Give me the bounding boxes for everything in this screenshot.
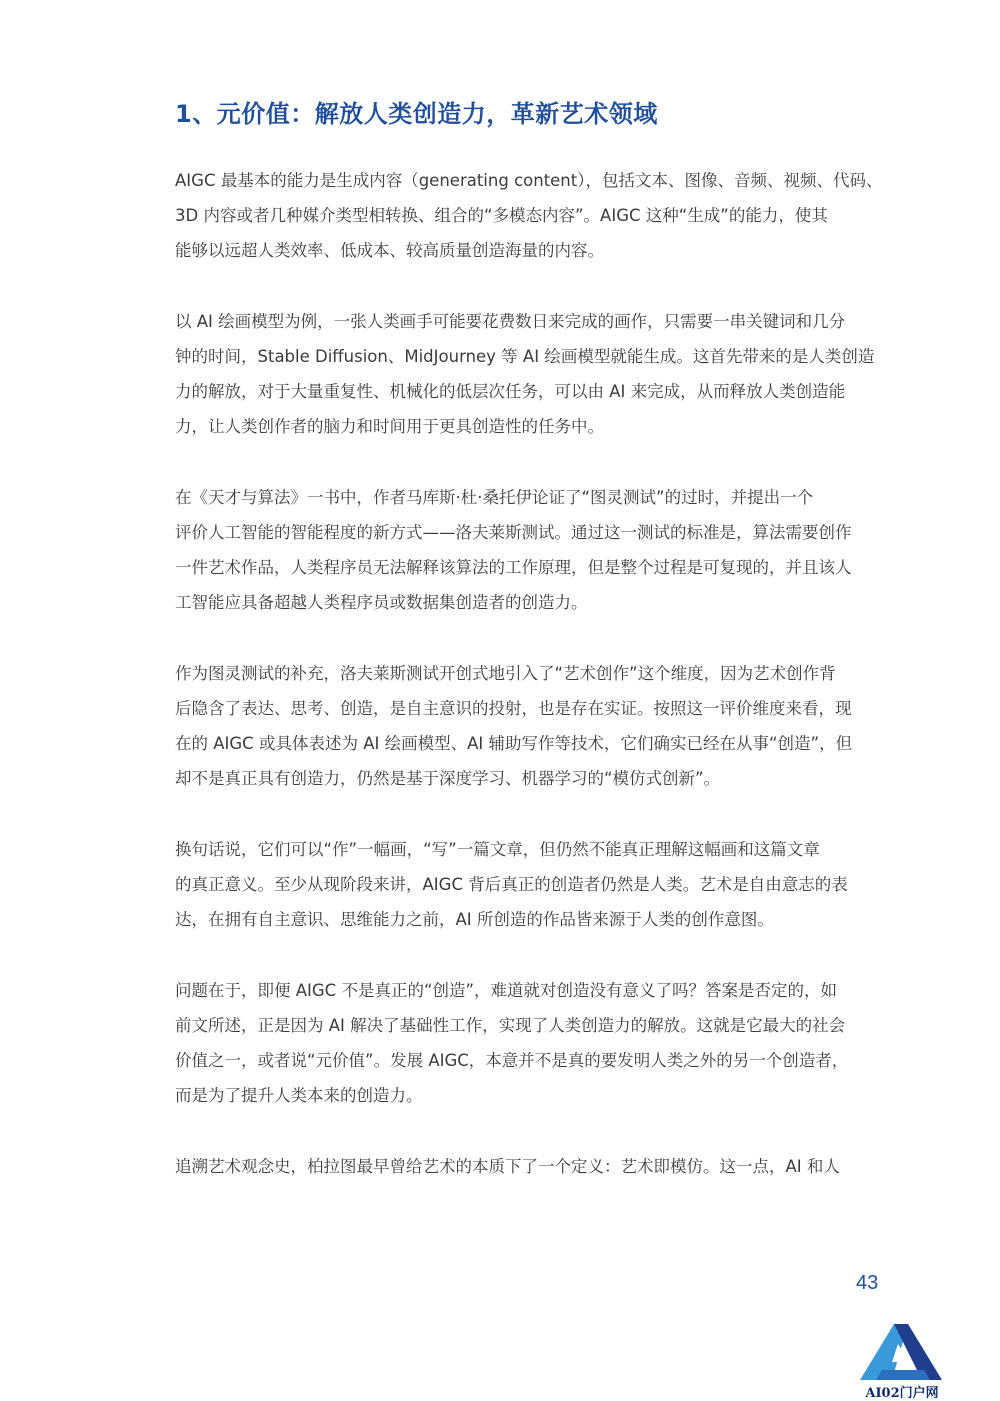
paragraph-7: [175, 1149, 913, 1184]
paragraph-line: 工智能应具备超越人类程序员或数据集创造者的创造力。: [175, 593, 588, 612]
paragraph-line: 3D 内容或者几种媒介类型相转换、组合的“多模态内容”。AIGC 这种“生成”的能力，使其: [175, 206, 828, 225]
paragraph-6: [175, 973, 913, 1113]
paragraph-2: [175, 304, 913, 444]
paragraph-line: 作为图灵测试的补充，洛夫莱斯测试开创式地引入了“艺术创作”这个维度，因为艺术创作背: [175, 664, 836, 683]
paragraph-1: [175, 163, 913, 268]
paragraph-line: 而是为了提升人类本来的创造力。: [175, 1086, 423, 1105]
paragraph-line: 换句话说，它们可以“作”一幅画，“写”一篇文章，但仍然不能真正理解这幅画和这篇文章: [175, 840, 820, 859]
paragraph-line: 评价人工智能的智能程度的新方式——洛夫莱斯测试。通过这一测试的标准是，算法需要创作: [175, 523, 852, 542]
paragraph-3: [175, 480, 913, 620]
paragraph-line: 前文所述，正是因为 AI 解决了基础性工作，实现了人类创造力的解放。这就是它最大的社会: [175, 1016, 846, 1035]
section-heading: 1、元价值：解放人类创造力，革新艺术领域: [175, 100, 658, 128]
paragraph-line: 达，在拥有自主意识、思维能力之前，AI 所创造的作品皆来源于人类的创作意图。: [175, 910, 774, 929]
paragraph-line: 以 AI 绘画模型为例，一张人类画手可能要花费数日来完成的画作，只需要一串关键词和几分: [175, 312, 846, 331]
paragraph-line: 却不是真正具有创造力，仍然是基于深度学习、机器学习的“模仿式创新”。: [175, 769, 721, 788]
paragraph-line: 在的 AIGC 或具体表述为 AI 绘画模型、AI 辅助写作等技术，它们确实已经在从事“创造”，但: [175, 734, 853, 753]
paragraph-line: 在《天才与算法》一书中，作者马库斯·杜·桑托伊论证了“图灵测试”的过时，并提出一个: [175, 488, 814, 507]
paragraph-line: 能够以远超人类效率、低成本、较高质量创造海量的内容。: [175, 241, 604, 260]
paragraph-5: [175, 832, 913, 937]
watermark-logo: [852, 1322, 952, 1399]
paragraph-line: 一件艺术作品，人类程序员无法解释该算法的工作原理，但是整个过程是可复现的，并且该人: [175, 558, 852, 577]
paragraph-line: AIGC 最基本的能力是生成内容（generating content），包括文本、图像、音频、视频、代码、: [175, 171, 883, 190]
paragraph-line: 力，让人类创作者的脑力和时间用于更具创造性的任务中。: [175, 417, 604, 436]
paragraph-line: 追溯艺术观念史，柏拉图最早曾给艺术的本质下了一个定义：艺术即模仿。这一点，AI 和人: [175, 1157, 840, 1176]
paragraph-line: 问题在于，即便 AIGC 不是真正的“创造”，难道就对创造没有意义了吗？答案是否定的，如: [175, 981, 838, 1000]
paragraph-line: 的真正意义。至少从现阶段来讲，AIGC 背后真正的创造者仍然是人类。艺术是自由意志的表: [175, 875, 848, 894]
paragraph-line: 价值之一，或者说“元价值”。发展 AIGC，本意并不是真的要发明人类之外的另一个创造者，: [175, 1051, 849, 1070]
paragraph-4: [175, 656, 913, 796]
paragraph-line: 钟的时间，Stable Diffusion、MidJourney 等 AI 绘画模型就能生成。这首先带来的是人类创造: [175, 347, 875, 366]
paragraph-line: 力的解放，对于大量重复性、机械化的低层次任务，可以由 AI 来完成，从而释放人类创造能: [175, 382, 846, 401]
triangle-logo-icon: [852, 1322, 952, 1384]
paragraph-line: 后隐含了表达、思考、创造，是自主意识的投射，也是存在实证。按照这一评价维度来看，现: [175, 699, 852, 718]
page-number: 43: [856, 1272, 879, 1294]
watermark-text: AI02门户网: [865, 1386, 939, 1401]
